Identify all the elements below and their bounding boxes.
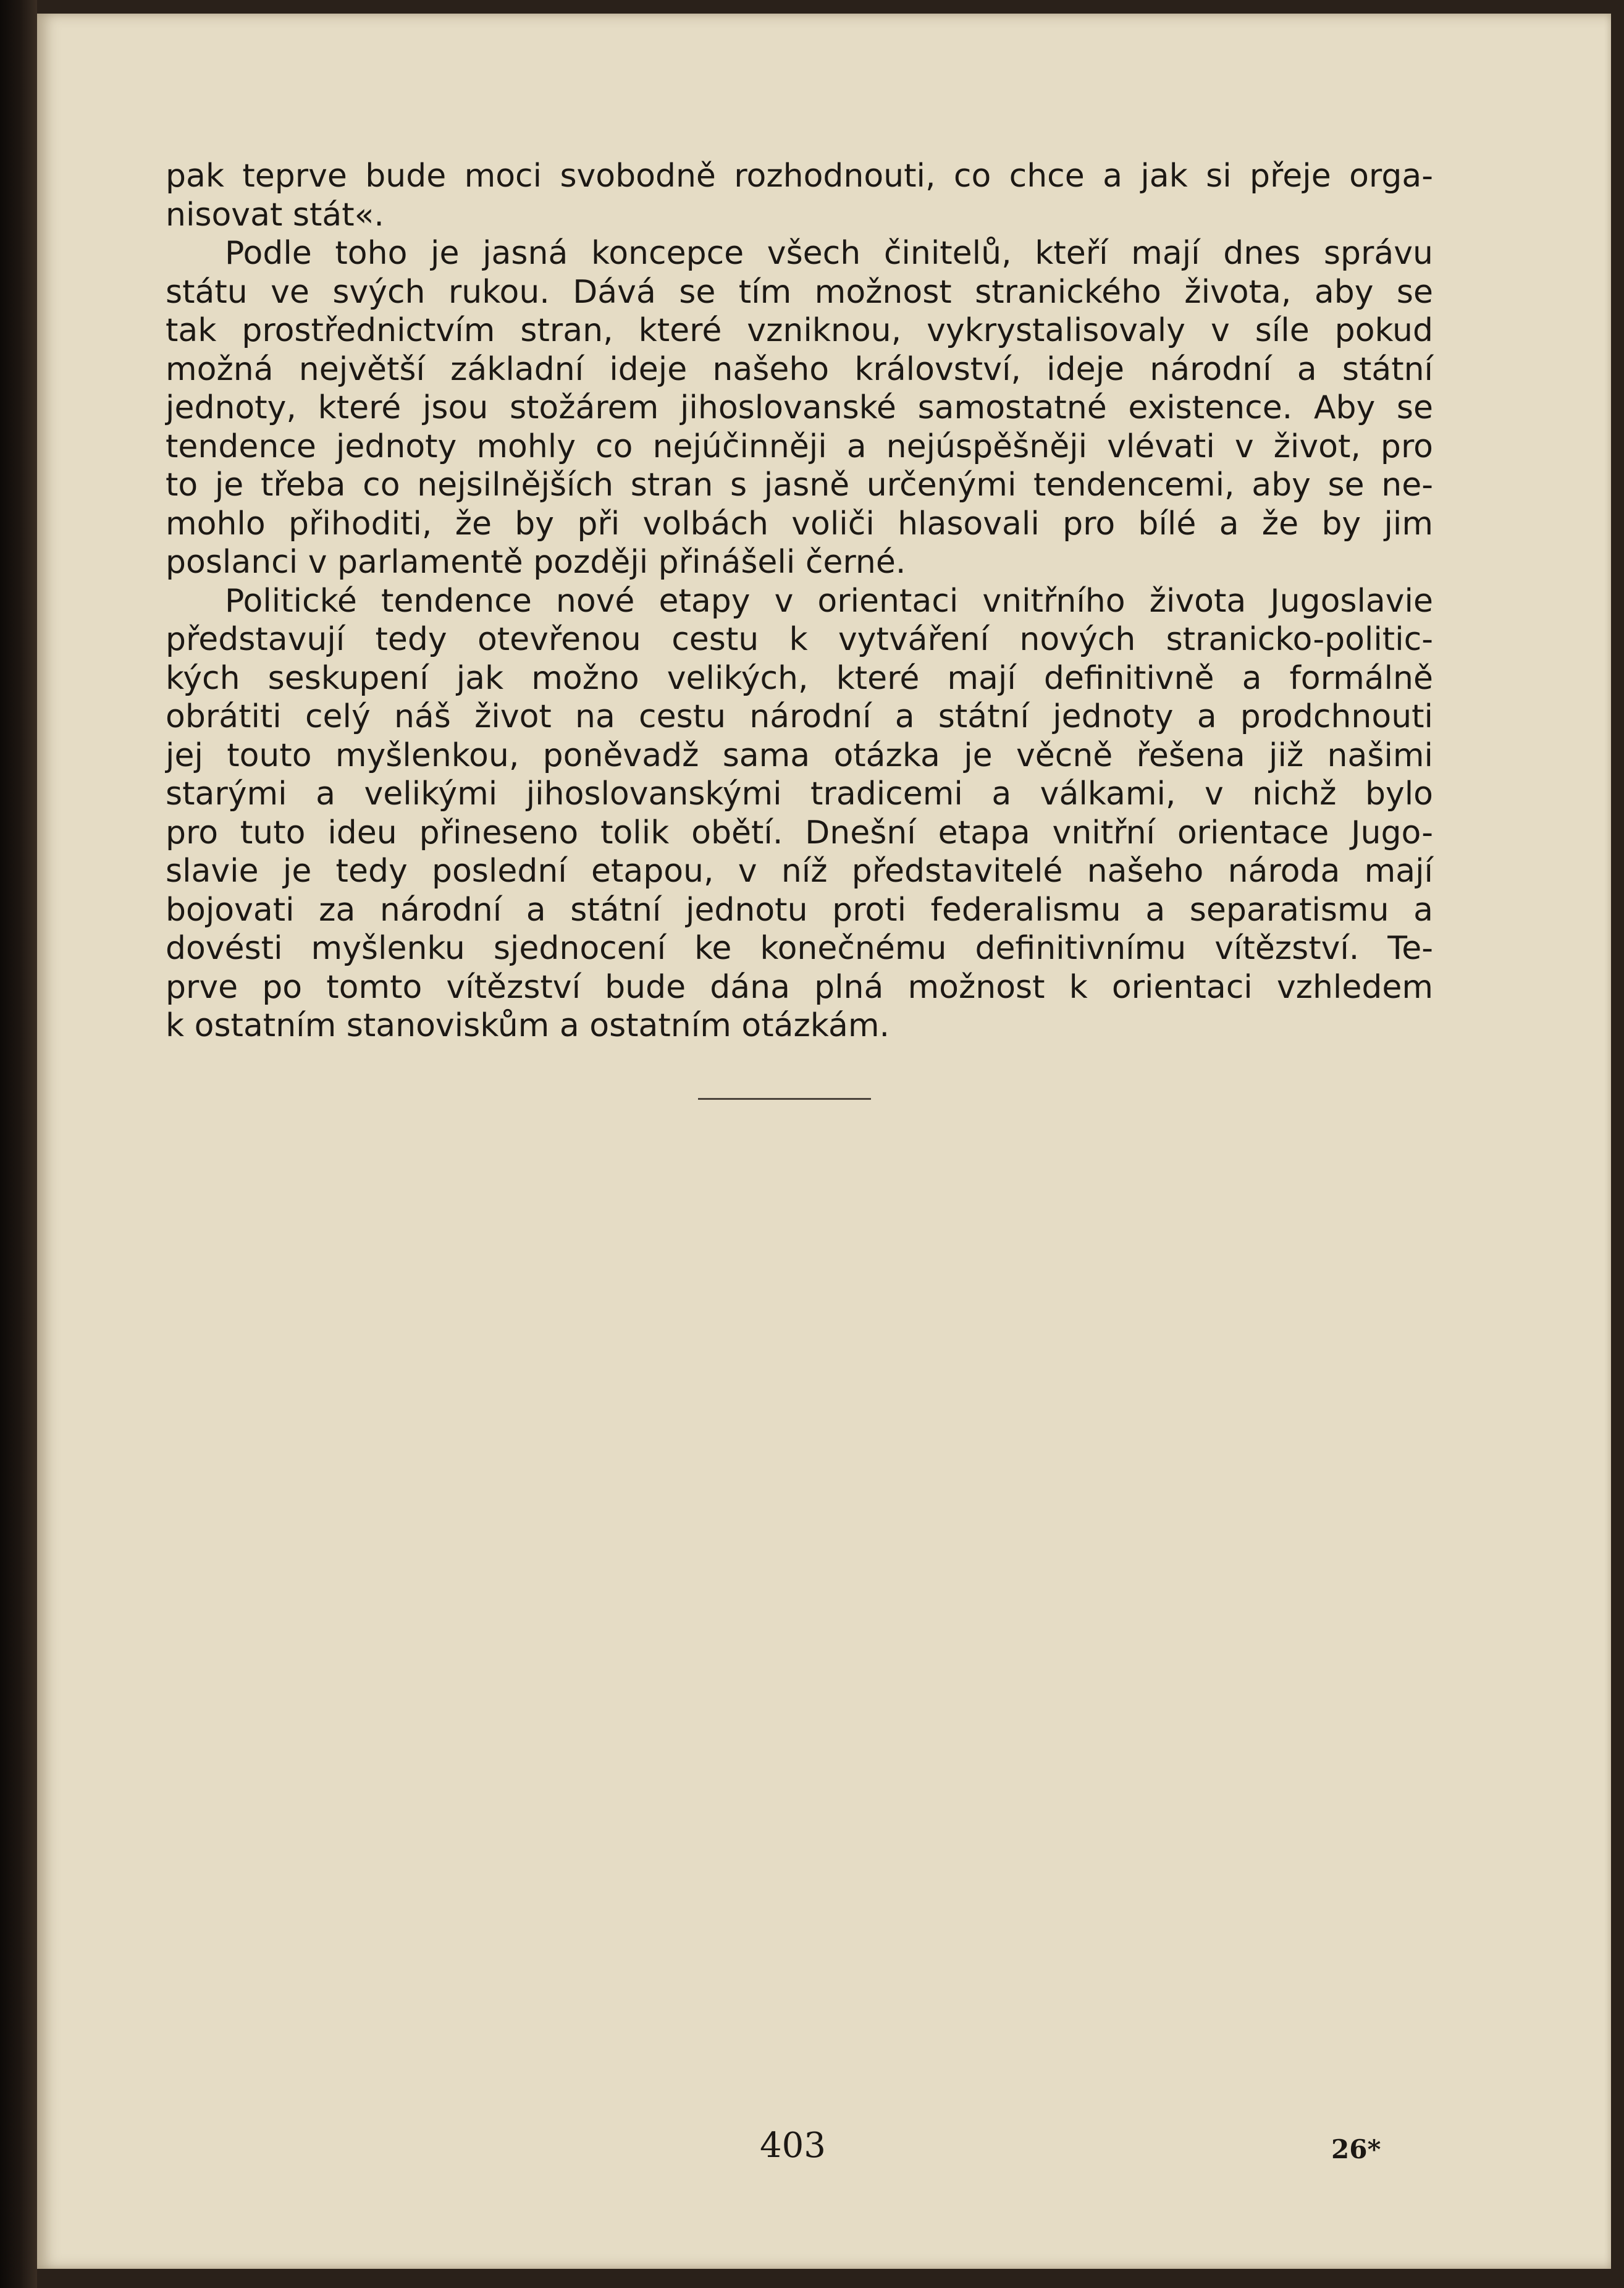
text-line: prve po tomto vítězství bude dána plná možnost k orientaci vzhledem [166, 968, 1433, 1006]
body-text [166, 157, 1433, 1045]
text-line: pro tuto ideu přineseno tolik obětí. Dnešní etapa vnitřní orientace Jugo- [166, 814, 1433, 851]
text-line: možná největší základní ideje našeho království, ideje národní a státní [166, 350, 1433, 388]
text-line: nisovat stát«. [166, 196, 384, 234]
text-line: představují tedy otevřenou cestu k vytváření nových stranicko-politic- [166, 621, 1433, 658]
text-line: státu ve svých rukou. Dává se tím možnost stranického života, aby se [166, 273, 1433, 311]
text-line: jej touto myšlenkou, poněvadž sama otázka je věcně řešena již našimi [166, 737, 1433, 774]
text-line: starými a velikými jihoslovanskými tradicemi a válkami, v nichž bylo [166, 775, 1433, 813]
paragraph-start-line: Podle toho je jasná koncepce všech činitelů, kteří mají dnes správu [225, 235, 1433, 272]
page-number: 403 [760, 2125, 826, 2166]
text-line: bojovati za národní a státní jednotu proti federalismu a separatismu a [166, 891, 1433, 929]
text-line: k ostatním stanoviskům a ostatním otázkám. [166, 1007, 890, 1044]
text-line: to je třeba co nejsilnějších stran s jasně určenými tendencemi, aby se ne- [166, 466, 1433, 504]
book-binding-edge [0, 0, 37, 2288]
text-line: slavie je tedy poslední etapou, v níž představitelé našeho národa mají [166, 853, 1433, 890]
text-line: poslanci v parlamentě později přinášeli černé. [166, 544, 906, 581]
text-line: dovésti myšlenku sjednocení ke konečnému definitivnímu vítězství. Te- [166, 930, 1433, 967]
text-line: tak prostřednictvím stran, které vzniknou, vykrystalisovaly v síle pokud [166, 312, 1433, 349]
book-page [37, 14, 1611, 2269]
text-line: tendence jednoty mohly co nejúčinněji a nejúspěšněji vlévati v život, pro [166, 428, 1433, 465]
text-line: jednoty, které jsou stožárem jihoslovanské samostatné existence. Aby se [166, 389, 1433, 426]
paragraph-start-line: Politické tendence nové etapy v orientaci vnitřního života Jugoslavie [225, 582, 1433, 620]
printer-signature-mark: 26* [1331, 2134, 1381, 2164]
text-line: obrátiti celý náš život na cestu národní a státní jednoty a prodchnouti [166, 698, 1433, 735]
text-line: kých seskupení jak možno velikých, které mají definitivně a formálně [166, 659, 1433, 697]
text-line: mohlo přihoditi, že by při volbách voliči hlasovali pro bílé a že by jim [166, 505, 1433, 542]
section-separator-rule [698, 1098, 871, 1100]
text-line: pak teprve bude moci svobodně rozhodnouti, co chce a jak si přeje orga- [166, 158, 1433, 195]
